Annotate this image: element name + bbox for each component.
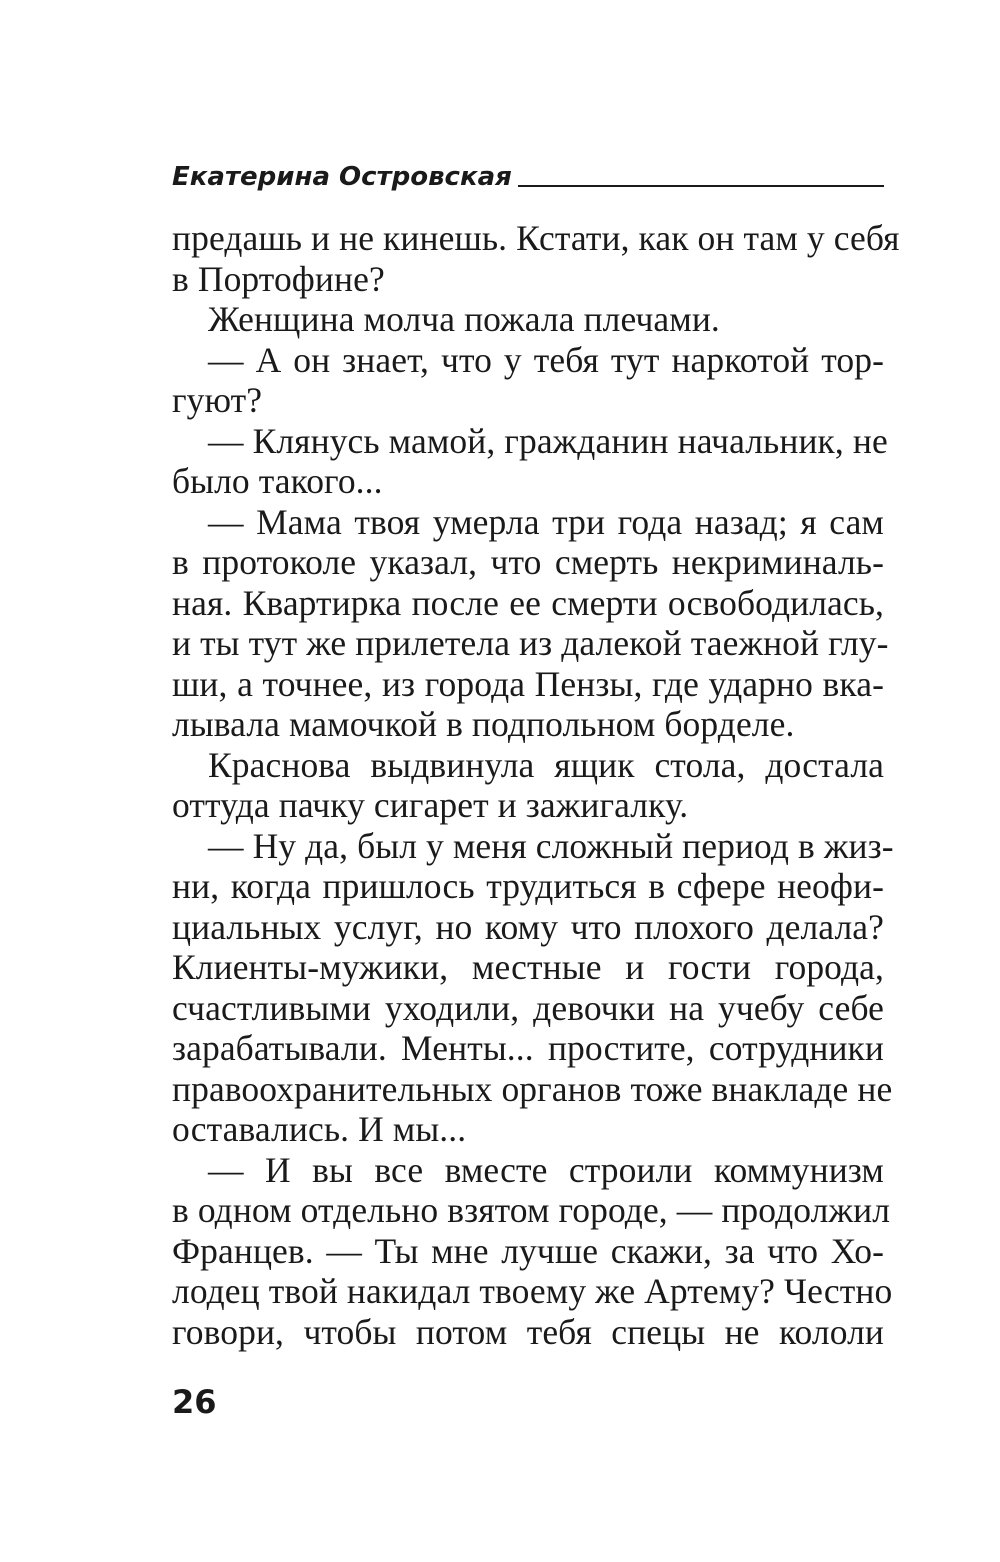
- running-head-author: Екатерина Островская: [172, 162, 512, 192]
- text-line: ни, когда пришлось трудиться в сфере неофи-: [172, 866, 884, 906]
- page-number: 26: [172, 1383, 217, 1421]
- text-line: в протоколе указал, что смерть некриминаль-: [172, 542, 884, 582]
- text-line: Францев. — Ты мне лучше скажи, за что Хо-: [172, 1230, 884, 1271]
- text-line: гуют?: [172, 380, 263, 420]
- text-line: Краснова выдвинула ящик стола, достала: [208, 744, 884, 785]
- text-line: говори, чтобы потом тебя спецы не кололи: [172, 1311, 884, 1352]
- text-line: — Ну да, был у меня сложный период в жиз-: [208, 825, 894, 866]
- text-line: предашь и не кинешь. Кстати, как он там у себя: [172, 218, 900, 258]
- text-line: зарабатывали. Менты... простите, сотрудники: [172, 1028, 884, 1068]
- text-line: ная. Квартирка после ее смерти освободилась,: [172, 582, 884, 623]
- text-line: — Мама твоя умерла три года назад; я сам: [208, 501, 884, 542]
- running-head-rule: [518, 185, 884, 187]
- text-line: Женщина молча пожала плечами.: [208, 299, 720, 339]
- text-line: Клиенты-мужики, местные и гости города,: [172, 947, 884, 987]
- text-line: циальных услуг, но кому что плохого делала?: [172, 906, 884, 947]
- text-line: лывала мамочкой в подпольном борделе.: [172, 704, 795, 744]
- text-line: оставались. И мы...: [172, 1109, 467, 1149]
- text-line: счастливыми уходили, девочки на учебу себе: [172, 987, 884, 1028]
- text-line: — Клянусь мамой, гражданин начальник, не: [208, 420, 888, 461]
- text-line: — И вы все вместе строили коммунизм: [208, 1149, 884, 1190]
- text-line: в одном отдельно взятом городе, — продолжил: [172, 1190, 891, 1230]
- text-line: оттуда пачку сигарет и зажигалку.: [172, 785, 689, 825]
- text-line: правоохранительных органов тоже внакладе не: [172, 1068, 893, 1109]
- text-line: — А он знает, что у тебя тут наркотой тор-: [208, 339, 884, 380]
- text-line: в Портофине?: [172, 258, 385, 299]
- body-text: [172, 218, 900, 1352]
- text-line: было такого...: [172, 461, 383, 501]
- text-line: ши, а точнее, из города Пензы, где ударно вка-: [172, 663, 884, 704]
- running-head: [172, 158, 884, 192]
- text-line: лодец твой накидал твоему же Артему? Честно: [172, 1271, 893, 1311]
- text-line: и ты тут же прилетела из далекой таежной глу-: [172, 623, 889, 663]
